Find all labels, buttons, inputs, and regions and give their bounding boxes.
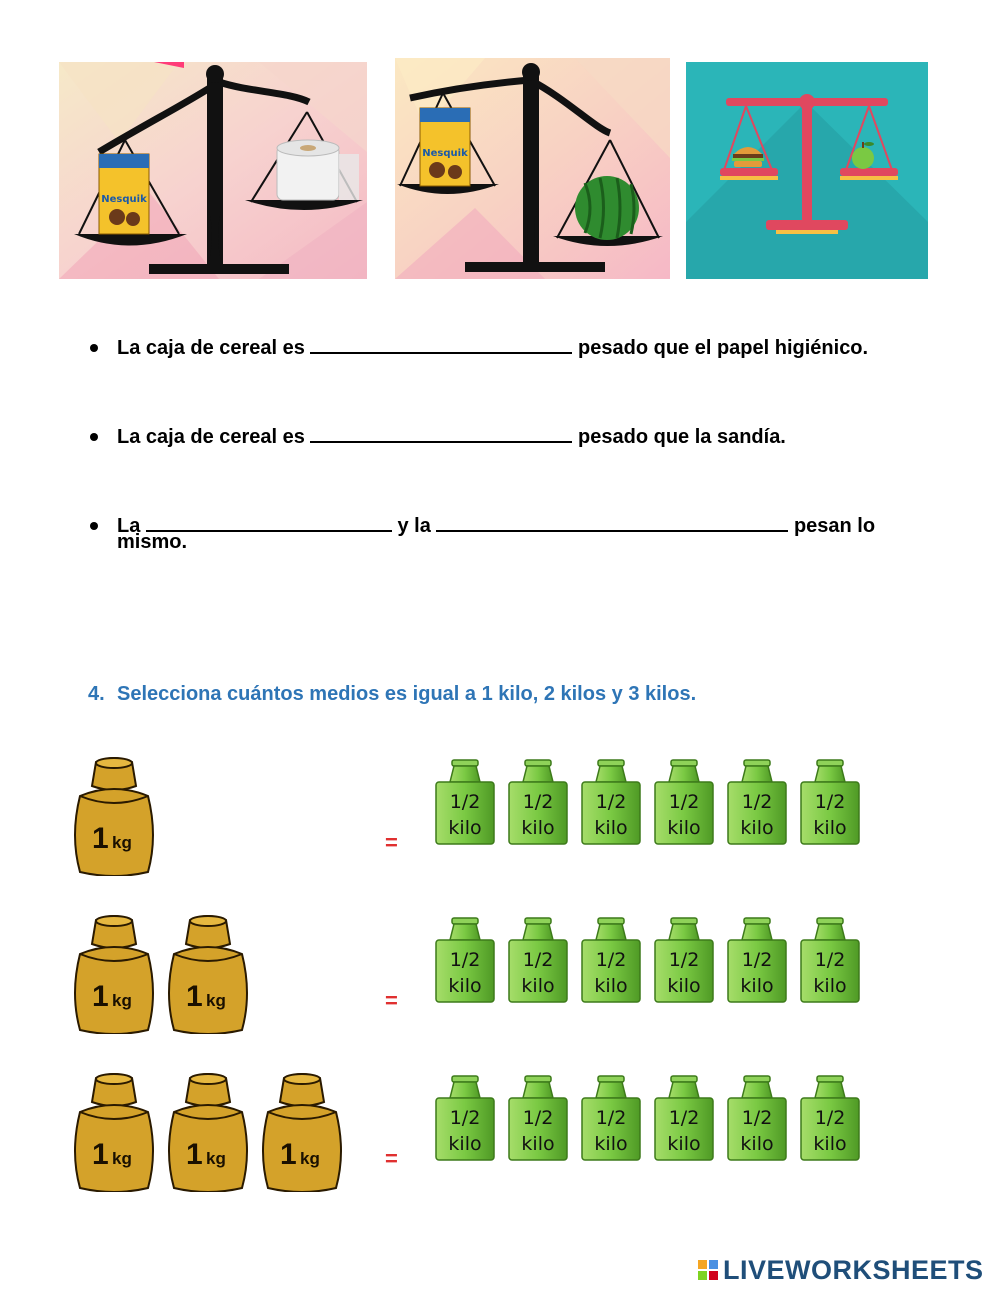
half-kilo-word: kilo	[667, 975, 701, 997]
kg-weight-icon	[258, 1072, 346, 1192]
question-number: 4.	[88, 683, 105, 705]
question-text: Selecciona cuántos medios es igual a 1 kilo, 2 kilos y 3 kilos.	[117, 683, 697, 705]
half-kilo-word: kilo	[813, 975, 847, 997]
kg-weight-number: 1	[280, 1138, 297, 1171]
cereal-vs-watermelon-image	[395, 58, 670, 279]
sentence-3-part2: y la	[391, 515, 437, 537]
half-kilo-word: kilo	[594, 975, 628, 997]
kg-weight-unit: kg	[206, 1149, 226, 1168]
half-kilo-weight-row-3-4[interactable]	[653, 1074, 715, 1162]
kg-weight-unit: kg	[112, 1149, 132, 1168]
half-kilo-word: kilo	[740, 1133, 774, 1155]
half-kilo-fraction: 1/2	[449, 1107, 481, 1129]
half-kilo-weight-row-3-1[interactable]	[434, 1074, 496, 1162]
half-kilo-weight-row-3-6[interactable]	[799, 1074, 861, 1162]
half-kilo-word: kilo	[667, 817, 701, 839]
half-kilo-weight-row-2-3[interactable]	[580, 916, 642, 1004]
kg-weight-unit: kg	[112, 833, 132, 852]
half-kilo-fraction: 1/2	[814, 1107, 846, 1129]
half-kilo-fraction: 1/2	[668, 791, 700, 813]
sentence-3-part1: La	[117, 515, 146, 537]
sentence-3-blank-2[interactable]	[436, 514, 788, 532]
half-kilo-weight-row-3-3[interactable]	[580, 1074, 642, 1162]
sentence-2-prefix: La caja de cereal es	[117, 426, 311, 448]
cereal-box-brand: Nesquik	[101, 194, 147, 205]
half-kilo-fraction: 1/2	[814, 949, 846, 971]
sentence-2-suffix: pesado que la sandía.	[572, 426, 786, 448]
half-kilo-word: kilo	[448, 1133, 482, 1155]
half-kilo-weight-row-2-6[interactable]	[799, 916, 861, 1004]
logo-squares-icon	[697, 1259, 719, 1281]
half-kilo-word: kilo	[667, 1133, 701, 1155]
kg-weight-number: 1	[92, 1138, 109, 1171]
half-kilo-fraction: 1/2	[449, 949, 481, 971]
half-kilo-word: kilo	[740, 817, 774, 839]
sentence-1-blank[interactable]	[310, 336, 572, 354]
kg-weight-icon	[70, 914, 158, 1034]
half-kilo-weight-row-1-2[interactable]	[507, 758, 569, 846]
half-kilo-word: kilo	[740, 975, 774, 997]
half-kilo-word: kilo	[521, 817, 555, 839]
liveworksheets-logo	[697, 1255, 984, 1285]
half-kilo-weight-row-1-5[interactable]	[726, 758, 788, 846]
half-kilo-fraction: 1/2	[814, 791, 846, 813]
kg-weight-number: 1	[186, 1138, 203, 1171]
kg-weight-icon	[70, 756, 158, 876]
half-kilo-fraction: 1/2	[522, 949, 554, 971]
logo-text: LIVEWORKSHEETS	[723, 1254, 984, 1285]
kg-weight-icon	[164, 914, 252, 1034]
half-kilo-word: kilo	[448, 817, 482, 839]
cereal-vs-toilet-paper-image	[59, 62, 367, 279]
equals-sign: =	[385, 1146, 398, 1171]
fill-in-sentences	[88, 330, 968, 537]
half-kilo-fraction: 1/2	[595, 1107, 627, 1129]
half-kilo-fraction: 1/2	[668, 949, 700, 971]
half-kilo-weight-row-1-3[interactable]	[580, 758, 642, 846]
sentence-2-blank[interactable]	[310, 425, 572, 443]
half-kilo-weight-row-2-2[interactable]	[507, 916, 569, 1004]
sentence-3-continuation: mismo.	[117, 531, 188, 553]
half-kilo-fraction: 1/2	[741, 1107, 773, 1129]
sentence-2	[88, 425, 968, 449]
kg-weight-number: 1	[92, 822, 109, 855]
half-kilo-weight-row-3-5[interactable]	[726, 1074, 788, 1162]
sentence-3-part3: pesan lo	[788, 515, 876, 537]
half-kilo-weight-row-1-1[interactable]	[434, 758, 496, 846]
half-kilo-word: kilo	[521, 1133, 555, 1155]
half-kilo-fraction: 1/2	[668, 1107, 700, 1129]
half-kilo-word: kilo	[594, 1133, 628, 1155]
sentence-3-blank-1[interactable]	[146, 514, 392, 532]
kg-weight-number: 1	[92, 980, 109, 1013]
sentence-3	[88, 514, 968, 538]
half-kilo-weight-row-3-2[interactable]	[507, 1074, 569, 1162]
kg-weight-unit: kg	[300, 1149, 320, 1168]
half-kilo-fraction: 1/2	[741, 949, 773, 971]
sentence-1	[88, 336, 968, 360]
question-4-heading	[88, 683, 696, 706]
sentence-1-suffix: pesado que el papel higiénico.	[572, 337, 869, 359]
half-kilo-word: kilo	[594, 817, 628, 839]
half-kilo-weight-row-1-4[interactable]	[653, 758, 715, 846]
half-kilo-word: kilo	[448, 975, 482, 997]
half-kilo-weight-row-1-6[interactable]	[799, 758, 861, 846]
half-kilo-fraction: 1/2	[595, 949, 627, 971]
half-kilo-fraction: 1/2	[449, 791, 481, 813]
half-kilo-weight-row-2-5[interactable]	[726, 916, 788, 1004]
cereal-box-brand-2: Nesquik	[422, 148, 468, 159]
half-kilo-word: kilo	[813, 817, 847, 839]
half-kilo-fraction: 1/2	[522, 791, 554, 813]
half-kilo-weight-row-2-4[interactable]	[653, 916, 715, 1004]
kg-weight-icon	[70, 1072, 158, 1192]
half-kilo-weight-row-2-1[interactable]	[434, 916, 496, 1004]
half-kilo-word: kilo	[813, 1133, 847, 1155]
burger-vs-apple-image	[686, 62, 928, 279]
equals-sign: =	[385, 830, 398, 855]
half-kilo-fraction: 1/2	[741, 791, 773, 813]
half-kilo-word: kilo	[521, 975, 555, 997]
kg-weight-number: 1	[186, 980, 203, 1013]
kg-weight-unit: kg	[112, 991, 132, 1010]
half-kilo-fraction: 1/2	[522, 1107, 554, 1129]
kg-weight-icon	[164, 1072, 252, 1192]
sentence-1-prefix: La caja de cereal es	[117, 337, 311, 359]
equals-sign: =	[385, 988, 398, 1013]
kg-weight-unit: kg	[206, 991, 226, 1010]
half-kilo-fraction: 1/2	[595, 791, 627, 813]
